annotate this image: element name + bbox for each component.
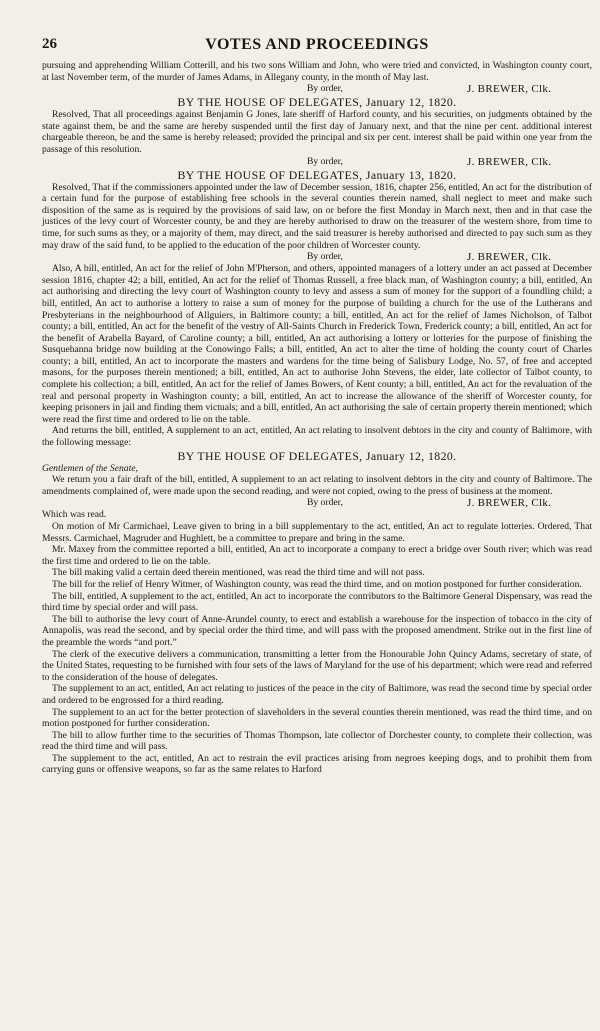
by-order-label: By order, (307, 251, 343, 263)
paragraph: The bill to authorise the levy court of Anne-Arundel county, to erect and establish a warehouse for the inspection of tobacco in the city of Annapolis, was read the second, and by special order the third time, and will pass with the proposed amendment. Strike out in the first line of the preamble the words “and port.” (42, 613, 592, 648)
by-order-label: By order, (307, 497, 343, 509)
paragraph: The clerk of the executive delivers a communication, transmitting a letter from the Honourable John Quincy Adams, secretary of state, of the United States, requesting to be furnished with four sets of the laws of Maryland for the use of his department; which were read and referred to the consideration of the house of delegates. (42, 648, 592, 683)
paragraph: On motion of Mr Carmichael, Leave given to bring in a bill supplementary to the act, entitled, An act to regulate lotteries. Ordered, That Messrs. Carmichael, Magruder and Hughlett, be a committee to prepare and bring in the same. (42, 521, 592, 544)
paragraph: Which was read. (42, 509, 107, 521)
paragraph: The bill making valid a certain deed therein mentioned, was read the third time and will not pass. (52, 567, 425, 579)
signoff (42, 156, 592, 168)
paragraph: The supplement to an act, entitled, An act relating to justices of the peace in the city of Baltimore, was read the second time by special order and ordered to be engrossed for a third reading. (42, 683, 592, 706)
salutation: Gentlemen of the Senate, (42, 462, 138, 474)
paragraph: The bill to allow further time to the securities of Thomas Thompson, late collector of Dorchester county, to complete their collection, was read the third time and will pass. (42, 729, 592, 753)
clerk-signature: J. BREWER, Clk. (467, 83, 552, 96)
signoff (42, 251, 592, 263)
by-order-label: By order, (307, 155, 343, 167)
paragraph: Mr. Maxey from the committee reported a bill, entitled, An act to incorporate a company to erect a bridge over South river; which was read the first time and ordered to lie on the table. (42, 544, 592, 567)
paragraph: The bill, entitled, A supplement to the act, entitled, An act to incorporate the contributors to the Baltimore General Dispensary, was read the third time by special order and will pass. (42, 590, 592, 614)
paragraph: The supplement to an act for the better protection of slaveholders in the several counties therein mentioned, was read the third time, and on motion postponed for further consideration. (42, 706, 592, 730)
paragraph: We return you a fair draft of the bill, entitled, A supplement to an act relating to insolvent debtors in the city and county of Baltimore. The amendments complained of, were made upon the second reading, and were not copied, owing to the press of business at the moment. (42, 474, 592, 497)
paragraph: pursuing and apprehending William Cotterill, and his two sons William and John, who were tried and convicted, in Washington county court, at last November term, of the murder of James Adams, in Allegany county, in the month of May last. (42, 60, 592, 83)
house-heading: BY THE HOUSE OF DELEGATES, January 13, 1820. (177, 167, 457, 182)
clerk-signature: J. BREWER, Clk. (467, 155, 552, 168)
clerk-signature: J. BREWER, Clk. (467, 251, 552, 264)
signoff (42, 83, 592, 95)
running-head: VOTES AND PROCEEDINGS (205, 36, 429, 53)
paragraph: And returns the bill, entitled, A supplement to an act, entitled, An act relating to insolvent debtors in the city and county of Baltimore, with the following message: (42, 425, 592, 449)
house-heading: BY THE HOUSE OF DELEGATES, January 12, 1820. (177, 448, 457, 463)
body-text (42, 60, 592, 776)
signoff (42, 497, 592, 509)
paragraph: Resolved, That if the commissioners appointed under the law of December session, 1816, chapter 256, entitled, An act for the distribution of a certain fund for the purpose of establishing free schools in the several counties therein named, shall neglect to meet and make such disposition of the same as is required by the provisions of said law, on or before the first Monday in March next, then and in that case the justices of the levy court of Worcester county, be and they are hereby authorised to draw on the treasurer of the western shore, from time to time, for such sums as they, or a majority of them, may direct, and the said treasurer is hereby authorised and directed to pay such sum as they may draw of the said fund, to be applied to the education of the poor children of Worcester county. (42, 181, 592, 251)
house-heading: BY THE HOUSE OF DELEGATES, January 12, 1820. (177, 95, 457, 110)
paragraph: The bill for the relief of Henry Witmer, of Washington county, was read the third time, and on motion postponed for further consideration. (52, 578, 582, 590)
by-order-label: By order, (307, 83, 343, 95)
paragraph: The supplement to the act, entitled, An act to restrain the evil practices arising from negroes keeping dogs, and to prohibit them from carrying guns or offensive weapons, so far as the same relates to Harford (42, 752, 592, 776)
paragraph: Also, A bill, entitled, An act for the relief of John M'Pherson, and others, appointed managers of a lottery under an act passed at December session 1816, chapter 42; a bill, entitled, An act for the relief of Thomas Russell, a free black man, of Washington county; a bill, entitled, An act authorising and directing the levy court of Washington county to levy and assess a sum of money for the support of a foundling child; a bill, entitled, An act to authorise a lottery to raise a sum of money for the purpose of building a church for the use of the Lutherans and Presbyterians in the neighbourhood of Allguiers, in Baltimore county; a bill, entitled, An act for the relief of James Nicholson, of Talbot county; a bill, entitled, An act for the benefit of the vestry of All-Saints Church in Frederick Town, Frederick county; a bill, entitled, An act for the benefit of Arabella Bayard, of Caroline county; a bill, entitled, An act authorising a lottery or lotteries for the purpose of finishing the Susquehanna bridge now building at the Conowingo Falls; a bill, entitled, An act to alter the time of holding the county court of Charles county; a bill, entitled, An act to incorporate the masters and wardens for the time being of Salisbury Lodge, No. 57, of free and accepted masons, for the purposes therein mentioned; a bill, entitled, An act to authorise John Stevens, the elder, late collector of Talbot county, to complete his collection; a bill, entitled, An act for the relief of James Bowers, of Kent county; a bill, entitled, An act for the revaluation of the real and personal property in Washington county; a bill, entitled, An act to increase the allowance of the sheriff of Worcester county, for keeping prisoners in jail and finding them victuals; and a bill, entitled, An act authorising the sale of certain property therein mentioned; which were read the first time and ordered to lie on the table. (42, 263, 592, 425)
page-number: 26 (42, 36, 57, 52)
paragraph: Resolved, That all proceedings against Benjamin G Jones, late sheriff of Harford county, and his securities, on judgments obtained by the state against them, be and the same are hereby suspended until the first day of January next, and that the nine per cent. additional interest chargeable thereon, be and the same is hereby released; provided the principal and six per cent. interest shall be paid within one year from the passage of this resolution. (42, 109, 592, 155)
clerk-signature: J. BREWER, Clk. (467, 497, 552, 510)
page-header (42, 36, 592, 56)
